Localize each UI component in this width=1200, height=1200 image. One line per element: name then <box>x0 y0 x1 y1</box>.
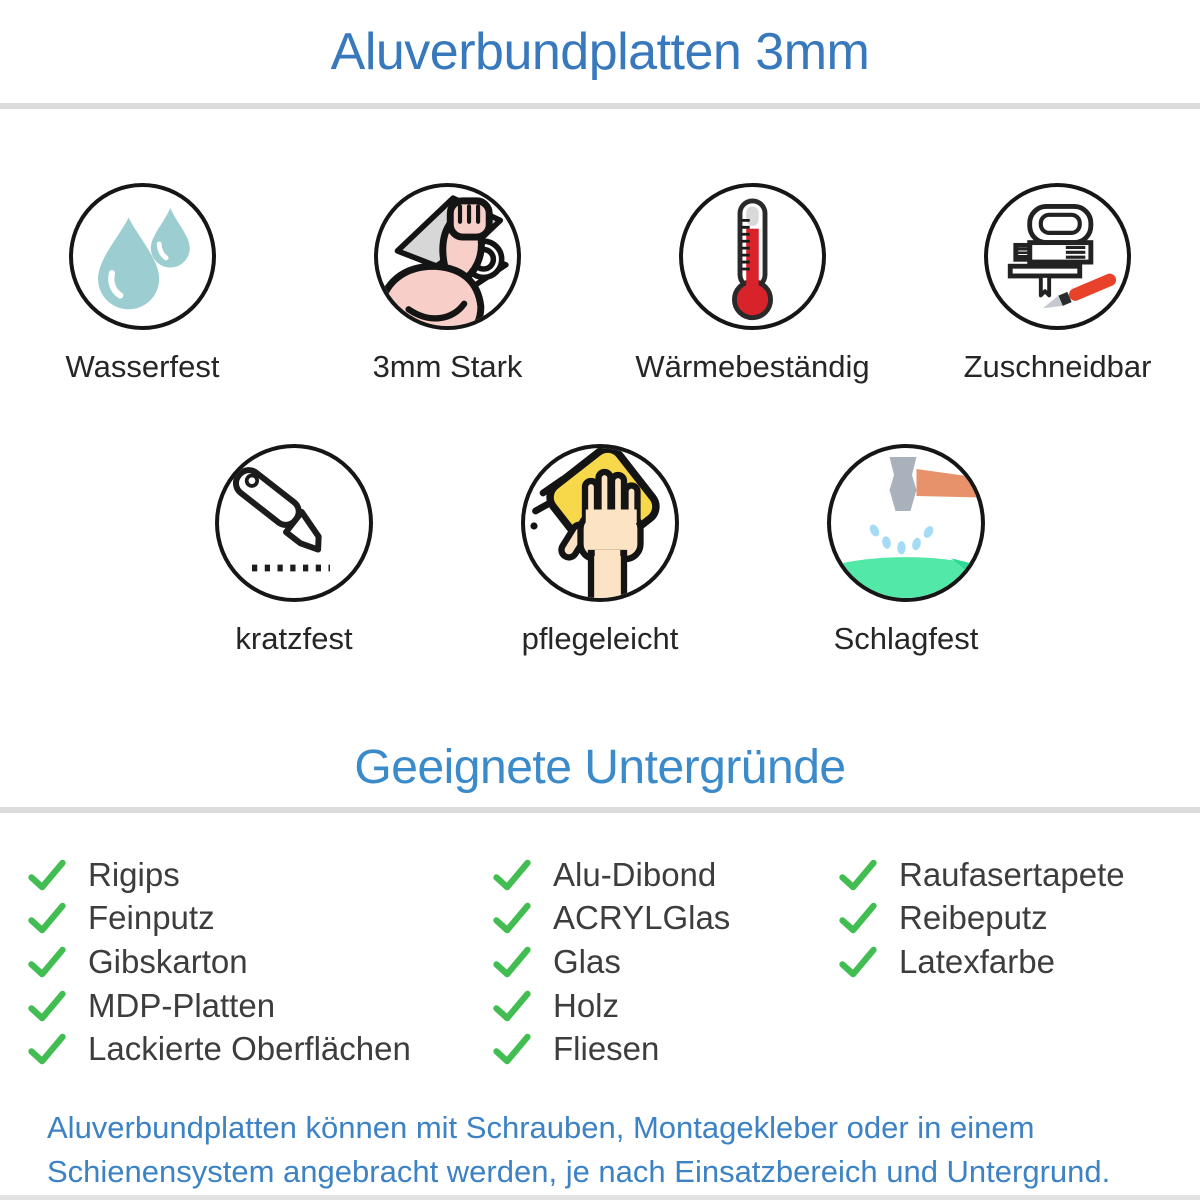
check-icon <box>27 1033 67 1065</box>
footer-note-line: Schienensystem angebracht werden, je nach Einsatzbereich und Untergrund. <box>47 1154 1111 1189</box>
check-icon <box>27 946 67 978</box>
divider <box>0 1195 1200 1200</box>
feature-circle <box>374 183 521 330</box>
checklist-label: Latexfarbe <box>899 942 1055 980</box>
feature-label: Schlagfest <box>833 621 979 656</box>
checklist-item <box>27 853 411 897</box>
feature-3mm-stark <box>363 183 533 385</box>
checklist-label: Gibskarton <box>88 942 248 980</box>
checklist-label: Alu-Dibond <box>553 855 717 893</box>
checklist-label: Holz <box>553 986 620 1024</box>
checklist-label: ACRYLGlas <box>553 899 731 937</box>
feature-pflegeleicht <box>506 444 694 657</box>
checklist-label: Lackierte Oberflächen <box>88 1030 411 1068</box>
hammer-impact-icon <box>831 448 981 598</box>
checklist-label: Rigips <box>88 855 180 893</box>
feature-circle <box>984 183 1131 330</box>
check-icon <box>838 902 878 934</box>
jigsaw-cutter-icon <box>988 187 1127 326</box>
check-icon <box>492 859 532 891</box>
feature-label: 3mm Stark <box>372 349 523 384</box>
check-icon <box>27 859 67 891</box>
section-title: Geeignete Untergründe <box>354 741 846 794</box>
muscle-arm-panel-icon <box>378 187 517 326</box>
check-icon <box>838 946 878 978</box>
checklist-item <box>838 853 1125 897</box>
feature-circle <box>679 183 826 330</box>
feature-label: Wärmebeständig <box>635 349 870 384</box>
feature-label: Zuschneidbar <box>963 349 1152 384</box>
checklist-column-1 <box>27 853 411 1071</box>
checklist-label: MDP-Platten <box>88 986 276 1024</box>
checklist-item <box>27 1027 411 1071</box>
check-icon <box>838 859 878 891</box>
checklist-label: Raufasertapete <box>899 855 1125 893</box>
checklist-item <box>27 897 411 941</box>
divider <box>0 807 1200 813</box>
check-icon <box>492 1033 532 1065</box>
checklist-column-3 <box>838 853 1125 984</box>
feature-waermebestaendig <box>635 183 870 385</box>
utility-knife-icon <box>219 448 369 598</box>
feature-schlagfest <box>812 444 1000 657</box>
checklist-column-2 <box>492 853 730 1071</box>
feature-label: Wasserfest <box>65 349 220 384</box>
checklist-item <box>838 897 1125 941</box>
feature-label: kratzfest <box>235 621 353 656</box>
feature-circle <box>69 183 216 330</box>
check-icon <box>492 902 532 934</box>
checklist-item <box>27 940 411 984</box>
checklist-item <box>27 984 411 1028</box>
feature-wasserfest <box>58 183 228 385</box>
feature-row-1 <box>0 183 1200 385</box>
feature-row-2 <box>0 444 1200 657</box>
footer-note <box>47 1106 1187 1194</box>
page-title: Aluverbundplatten 3mm <box>330 23 870 81</box>
check-icon <box>27 902 67 934</box>
feature-kratzfest <box>200 444 388 657</box>
checklist-item <box>492 940 730 984</box>
check-icon <box>27 990 67 1022</box>
checklist-item <box>838 940 1125 984</box>
footer-note-line: Aluverbundplatten können mit Schrauben, Montagekleber oder in einem <box>47 1110 1035 1145</box>
checklist-item <box>492 1027 730 1071</box>
hand-cloth-icon <box>525 448 675 598</box>
water-drops-icon <box>73 187 212 326</box>
feature-zuschneidbar <box>963 183 1152 385</box>
checklist-item <box>492 853 730 897</box>
check-icon <box>492 990 532 1022</box>
feature-circle <box>215 444 373 602</box>
feature-label: pflegeleicht <box>521 621 679 656</box>
thermometer-icon <box>683 187 822 326</box>
feature-circle <box>827 444 985 602</box>
checklist-label: Glas <box>553 942 621 980</box>
checklist-item <box>492 984 730 1028</box>
feature-circle <box>521 444 679 602</box>
checklist-label: Feinputz <box>88 899 215 937</box>
checklist-label: Reibeputz <box>899 899 1048 937</box>
check-icon <box>492 946 532 978</box>
checklist-item <box>492 897 730 941</box>
checklist-label: Fliesen <box>553 1030 660 1068</box>
divider <box>0 103 1200 109</box>
